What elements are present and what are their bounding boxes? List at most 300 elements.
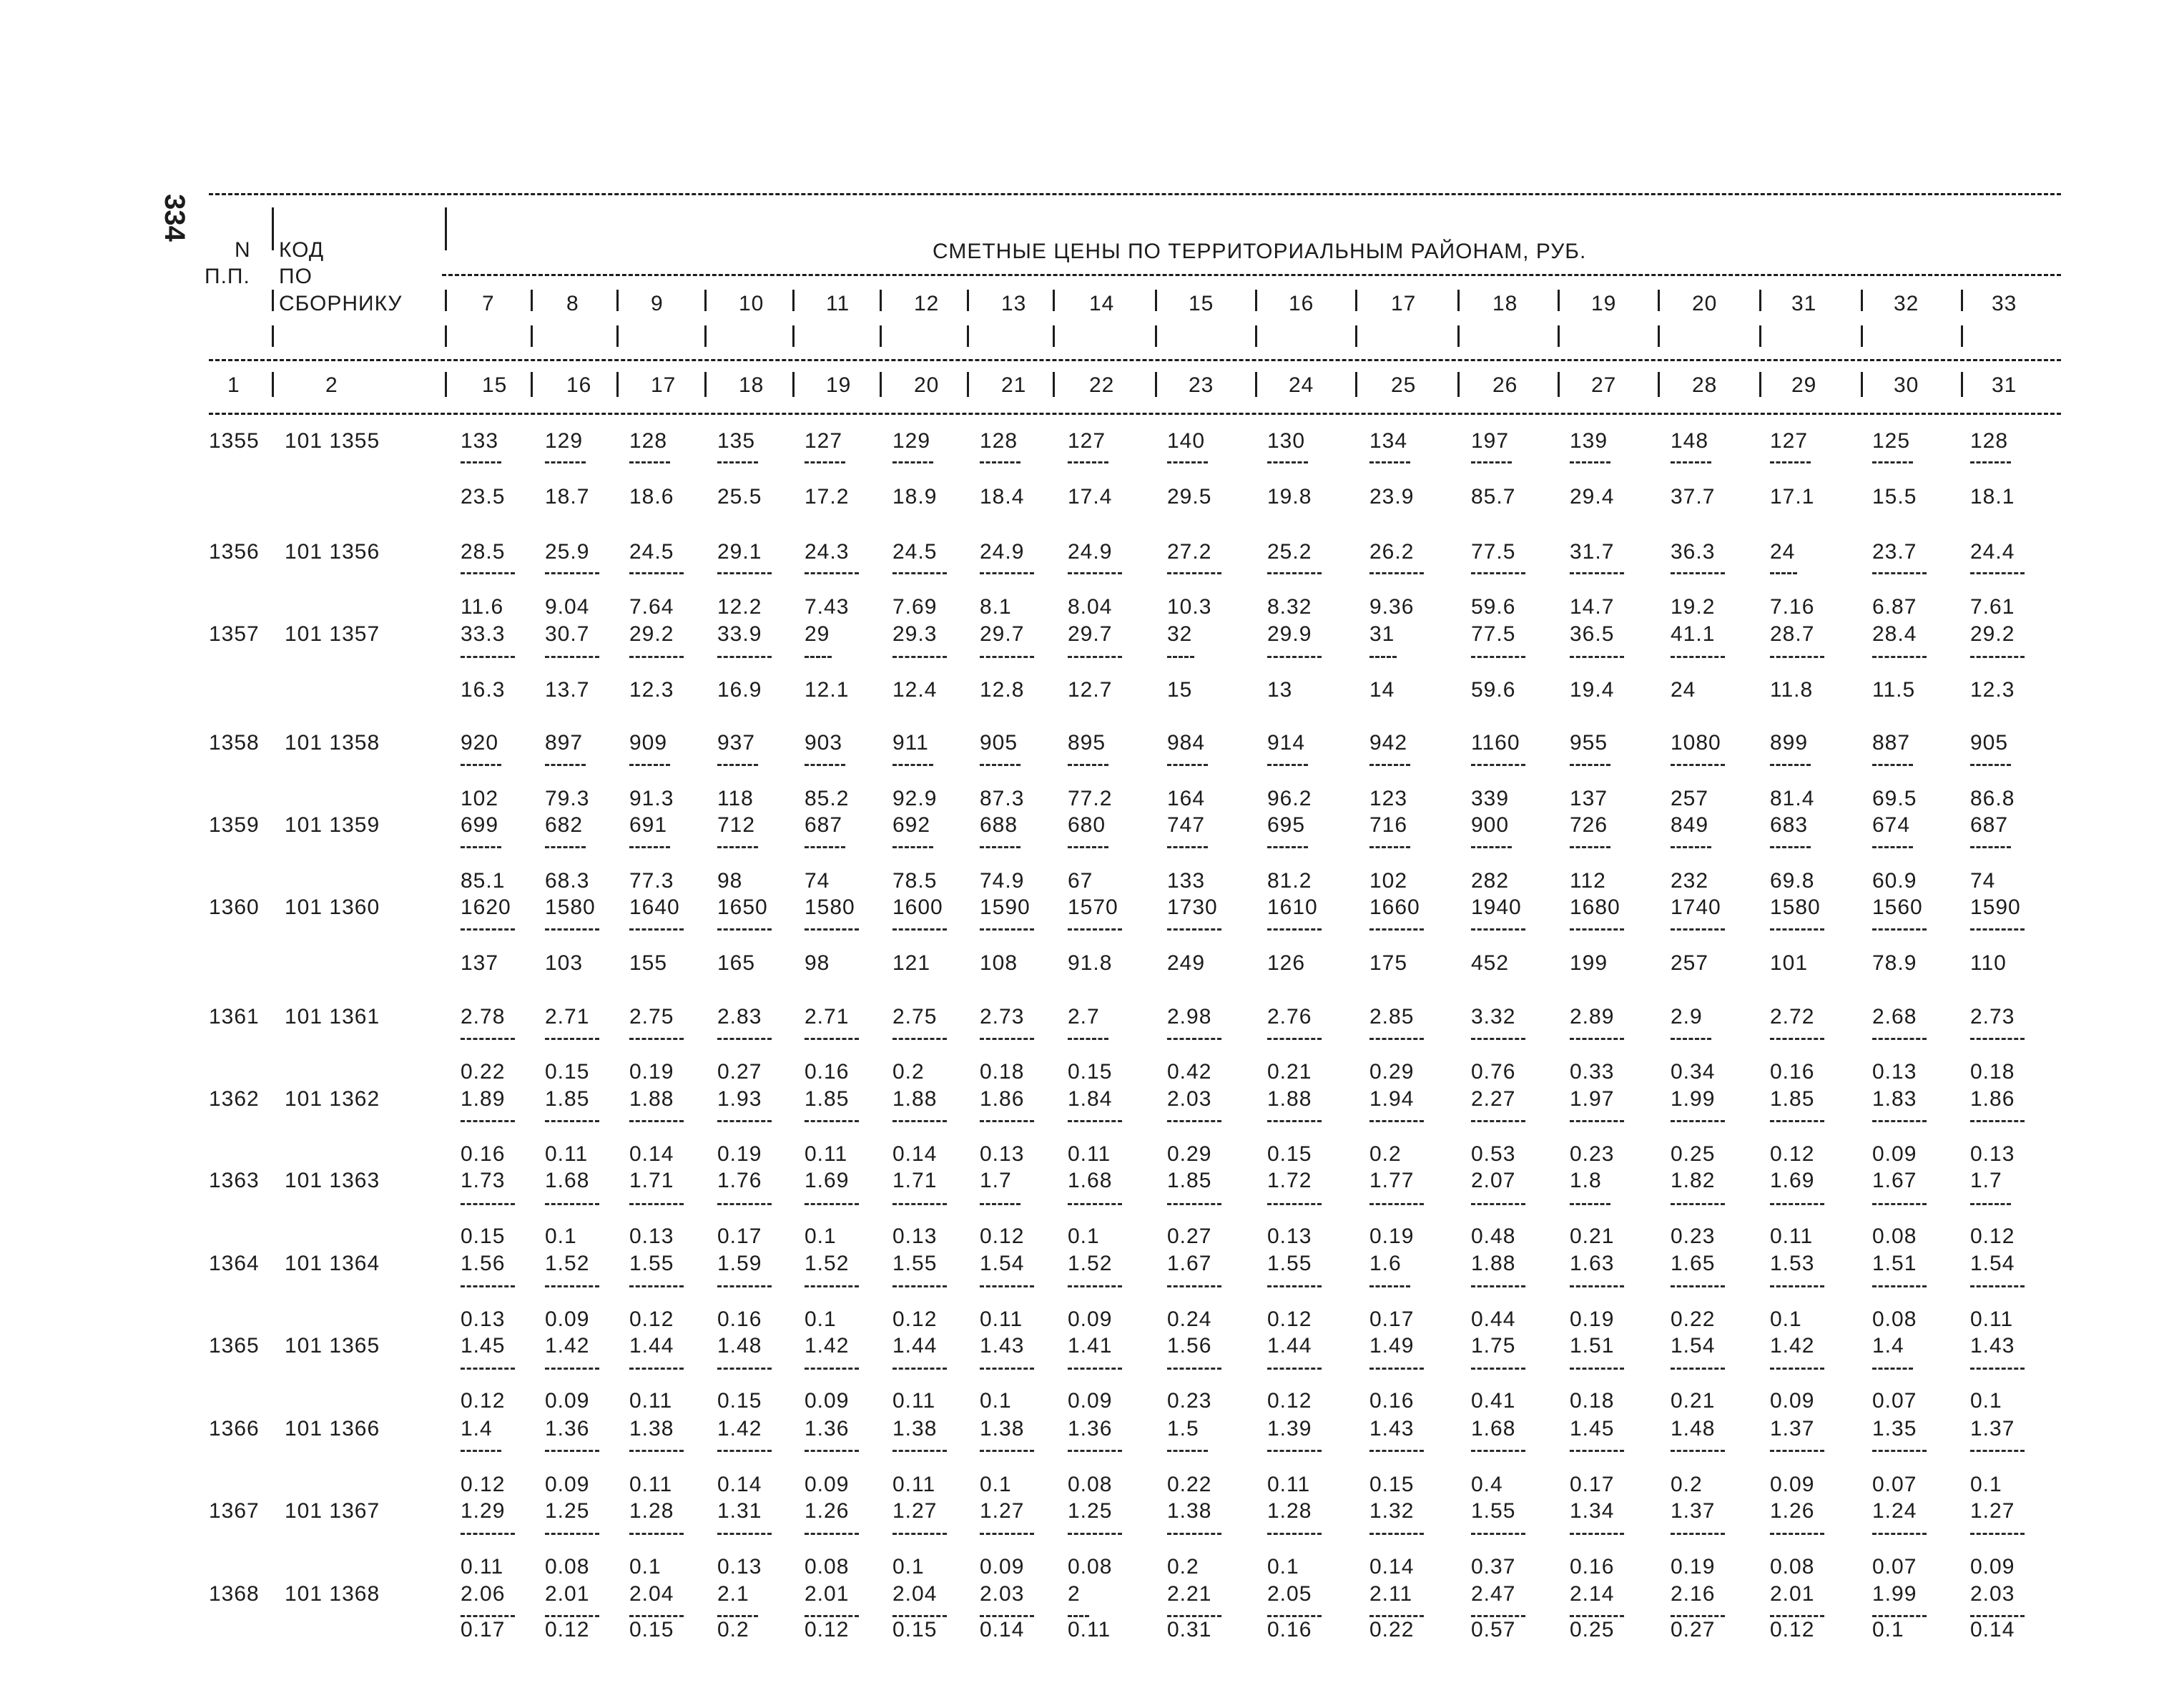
price-value-bottom: 85.7: [1471, 485, 1516, 509]
fraction-rule: [892, 846, 933, 848]
price-value-bottom: 232: [1671, 869, 1709, 893]
price-value-bottom: 249: [1167, 951, 1206, 975]
price-value-top: 1.24: [1872, 1499, 1917, 1523]
colnum-label: 17: [651, 373, 677, 397]
fraction-rule: [805, 928, 859, 931]
fraction-rule: [1872, 1533, 1927, 1535]
price-value-bottom: 0.23: [1671, 1224, 1716, 1248]
price-value-bottom: 7.69: [892, 595, 938, 619]
table-top-rule: [209, 193, 2061, 195]
row-code: 101 1367: [285, 1499, 380, 1523]
price-value-top: 77.5: [1471, 622, 1516, 646]
price-value-bottom: 0.07: [1872, 1473, 1917, 1496]
price-value-bottom: 0.08: [1770, 1555, 1815, 1579]
fraction-rule: [545, 656, 599, 658]
price-value-top: 2: [1068, 1582, 1081, 1606]
price-value-bottom: 23.5: [461, 485, 506, 509]
row-code: 101 1366: [285, 1417, 380, 1440]
price-value-top: 1.49: [1369, 1334, 1415, 1358]
price-value-top: 1.94: [1369, 1087, 1415, 1111]
price-value-top: 1940: [1471, 895, 1522, 919]
fraction-rule: [1068, 461, 1108, 463]
price-value-top: 1.68: [545, 1169, 590, 1192]
price-value-bottom: 0.09: [1068, 1389, 1113, 1413]
region-header: 8: [566, 292, 579, 315]
price-value-top: 2.04: [629, 1582, 674, 1606]
price-value-bottom: 0.1: [1770, 1307, 1802, 1331]
fraction-rule: [1970, 1285, 2025, 1287]
price-value-bottom: 16.9: [717, 678, 762, 702]
fraction-rule: [545, 1368, 599, 1370]
fraction-rule: [717, 1285, 772, 1287]
fraction-rule: [1471, 1285, 1525, 1287]
price-value-bottom: 452: [1471, 951, 1510, 975]
header-title: СМЕТНЫЕ ЦЕНЫ ПО ТЕРРИТОРИАЛЬНЫМ РАЙОНАМ, РУБ.: [933, 240, 1587, 263]
fraction-rule: [1068, 1450, 1122, 1452]
fraction-rule: [892, 572, 947, 574]
fraction-rule: [461, 928, 515, 931]
fraction-rule: [892, 656, 947, 658]
price-value-bottom: 0.12: [805, 1618, 850, 1641]
price-value-top: 28.7: [1770, 622, 1815, 646]
fraction-rule: [1167, 1368, 1221, 1370]
fraction-rule: [1970, 846, 2011, 848]
price-value-bottom: 0.19: [629, 1060, 674, 1084]
price-value-bottom: 121: [892, 951, 931, 975]
fraction-rule: [1471, 1615, 1525, 1617]
price-value-bottom: 0.13: [461, 1307, 506, 1331]
region-header: 14: [1089, 292, 1115, 315]
fraction-rule: [545, 1533, 599, 1535]
fraction-rule: [892, 461, 933, 463]
price-value-bottom: 0.14: [717, 1473, 762, 1496]
price-value-top: 1.63: [1570, 1252, 1615, 1275]
price-value-top: 77.5: [1471, 540, 1516, 564]
price-value-top: 125: [1872, 429, 1911, 453]
price-value-top: 133: [461, 429, 499, 453]
fraction-rule: [1068, 1615, 1089, 1617]
price-value-bottom: 0.21: [1671, 1389, 1716, 1413]
fraction-rule: [717, 1450, 772, 1452]
price-value-bottom: 92.9: [892, 787, 938, 810]
price-value-top: 920: [461, 731, 499, 755]
price-value-bottom: 7.61: [1970, 595, 2015, 619]
fraction-rule: [1671, 764, 1725, 766]
price-value-top: 2.71: [545, 1005, 590, 1029]
price-value-bottom: 14: [1369, 678, 1395, 702]
price-value-bottom: 0.11: [1770, 1224, 1814, 1248]
fraction-rule: [629, 928, 684, 931]
price-value-bottom: 0.18: [1970, 1060, 2015, 1084]
price-value-top: 1680: [1570, 895, 1620, 919]
header-vbar: [531, 290, 533, 311]
price-value-top: 2.9: [1671, 1005, 1703, 1029]
price-value-top: 1.35: [1872, 1417, 1917, 1440]
price-value-bottom: 9.36: [1369, 595, 1415, 619]
region-header: 11: [826, 292, 850, 315]
fraction-rule: [1970, 1368, 2025, 1370]
fraction-rule: [1167, 1285, 1221, 1287]
price-value-bottom: 0.12: [629, 1307, 674, 1331]
fraction-rule: [805, 656, 832, 658]
row-number: 1361: [209, 1005, 260, 1029]
header-vbar: [1255, 325, 1257, 347]
fraction-rule: [545, 1038, 599, 1040]
fraction-rule: [1770, 656, 1824, 658]
page-number: 334: [158, 194, 190, 242]
price-value-top: 688: [980, 813, 1018, 837]
price-value-top: 3.32: [1471, 1005, 1516, 1029]
fraction-rule: [892, 1533, 947, 1535]
price-value-bottom: 0.09: [1770, 1473, 1815, 1496]
price-value-top: 1.25: [545, 1499, 590, 1523]
fraction-rule: [1267, 846, 1308, 848]
fraction-rule: [1471, 1038, 1525, 1040]
fraction-rule: [980, 461, 1020, 463]
fraction-rule: [629, 1038, 684, 1040]
price-value-top: 1.55: [629, 1252, 674, 1275]
fraction-rule: [1970, 1533, 2025, 1535]
price-value-bottom: 0.12: [461, 1389, 506, 1413]
price-value-bottom: 12.3: [629, 678, 674, 702]
price-value-top: 1.51: [1872, 1252, 1917, 1275]
price-value-top: 2.78: [461, 1005, 506, 1029]
header-vbar: [1457, 290, 1460, 311]
header-vbar: [1861, 372, 1863, 397]
header-vbar: [1255, 372, 1257, 397]
fraction-rule: [892, 1450, 947, 1452]
fraction-rule: [1167, 656, 1194, 658]
price-value-top: 1.29: [461, 1499, 506, 1523]
price-value-top: 682: [545, 813, 584, 837]
price-value-top: 1.36: [1068, 1417, 1113, 1440]
price-value-top: 1.67: [1167, 1252, 1212, 1275]
price-value-bottom: 0.15: [461, 1224, 506, 1248]
fraction-rule: [629, 1533, 684, 1535]
fraction-rule: [629, 1368, 684, 1370]
price-value-top: 695: [1267, 813, 1306, 837]
price-value-top: 33.9: [717, 622, 762, 646]
price-value-top: 1560: [1872, 895, 1923, 919]
fraction-rule: [1167, 1533, 1221, 1535]
fraction-rule: [545, 1285, 599, 1287]
fraction-rule: [892, 1120, 947, 1122]
price-value-top: 747: [1167, 813, 1206, 837]
price-value-top: 1.38: [629, 1417, 674, 1440]
fraction-rule: [1267, 1368, 1322, 1370]
row-code: 101 1356: [285, 540, 380, 564]
price-value-top: 905: [980, 731, 1018, 755]
fraction-rule: [1167, 1615, 1221, 1617]
price-value-top: 1.82: [1671, 1169, 1716, 1192]
price-value-top: 29.2: [629, 622, 674, 646]
fraction-rule: [1369, 846, 1410, 848]
price-value-top: 1160: [1471, 731, 1520, 755]
price-value-top: 1.34: [1570, 1499, 1615, 1523]
price-value-bottom: 78.5: [892, 869, 938, 893]
price-value-top: 716: [1369, 813, 1408, 837]
header-vbar: [1961, 290, 1963, 311]
price-value-top: 1.27: [1970, 1499, 2015, 1523]
fraction-rule: [1570, 1450, 1624, 1452]
price-value-top: 1.42: [805, 1334, 850, 1358]
price-value-bottom: 12.1: [805, 678, 850, 702]
header-vbar: [1355, 372, 1357, 397]
price-value-bottom: 0.11: [980, 1307, 1023, 1331]
fraction-rule: [717, 846, 758, 848]
header-vbar: [616, 290, 619, 311]
price-value-bottom: 25.5: [717, 485, 762, 509]
fraction-rule: [1970, 1203, 2011, 1205]
price-value-top: 903: [805, 731, 843, 755]
price-value-top: 148: [1671, 429, 1709, 453]
price-value-top: 1.93: [717, 1087, 762, 1111]
price-value-top: 1.69: [805, 1169, 850, 1192]
price-value-top: 2.85: [1369, 1005, 1415, 1029]
fraction-rule: [717, 572, 772, 574]
fraction-rule: [1671, 1533, 1725, 1535]
fraction-rule: [1369, 1203, 1424, 1205]
colnum-label: 16: [566, 373, 592, 397]
colnum-label: 27: [1591, 373, 1617, 397]
header-vbar: [272, 372, 274, 397]
fraction-rule: [1167, 1203, 1221, 1205]
price-value-bottom: 257: [1671, 951, 1709, 975]
price-value-bottom: 0.12: [980, 1224, 1025, 1248]
fraction-rule: [1471, 656, 1525, 658]
price-value-bottom: 0.15: [717, 1389, 762, 1413]
price-value-bottom: 14.7: [1570, 595, 1615, 619]
header-vbar: [1355, 325, 1357, 347]
price-value-bottom: 7.43: [805, 595, 850, 619]
fraction-rule: [1471, 1203, 1525, 1205]
price-value-bottom: 12.3: [1970, 678, 2015, 702]
fraction-rule: [1471, 1120, 1525, 1122]
price-value-top: 887: [1872, 731, 1911, 755]
header-vbar: [616, 372, 619, 397]
price-value-bottom: 11.6: [461, 595, 504, 619]
header-vbar: [531, 372, 533, 397]
fraction-rule: [980, 764, 1020, 766]
fraction-rule: [1671, 1120, 1725, 1122]
price-value-bottom: 0.17: [1570, 1473, 1615, 1496]
fraction-rule: [805, 1368, 859, 1370]
price-value-top: 24.3: [805, 540, 850, 564]
price-value-bottom: 133: [1167, 869, 1206, 893]
fraction-rule: [1970, 656, 2025, 658]
price-value-bottom: 81.2: [1267, 869, 1312, 893]
header-vbar: [1658, 290, 1660, 311]
fraction-rule: [1267, 1285, 1322, 1287]
price-value-bottom: 0.14: [1970, 1618, 2015, 1641]
price-value-bottom: 199: [1570, 951, 1608, 975]
price-value-top: 1.99: [1872, 1582, 1917, 1606]
price-value-top: 937: [717, 731, 756, 755]
price-value-bottom: 0.14: [980, 1618, 1025, 1641]
price-value-bottom: 18.6: [629, 485, 674, 509]
fraction-rule: [629, 461, 670, 463]
fraction-rule: [717, 1203, 772, 1205]
price-value-top: 2.73: [980, 1005, 1025, 1029]
price-value-bottom: 0.22: [1671, 1307, 1716, 1331]
row-number: 1356: [209, 540, 260, 564]
price-value-bottom: 137: [1570, 787, 1608, 810]
price-value-bottom: 12.2: [717, 595, 762, 619]
price-value-top: 1580: [545, 895, 596, 919]
price-value-top: 914: [1267, 731, 1306, 755]
fraction-rule: [461, 1038, 515, 1040]
fraction-rule: [1671, 1450, 1725, 1452]
price-value-bottom: 118: [717, 787, 754, 810]
header-vbar: [1053, 325, 1055, 347]
fraction-rule: [1770, 1533, 1824, 1535]
price-value-top: 1.68: [1471, 1417, 1516, 1440]
price-value-bottom: 0.18: [1570, 1389, 1615, 1413]
fraction-rule: [1068, 928, 1122, 931]
price-value-bottom: 0.11: [1970, 1307, 2014, 1331]
fraction-rule: [1671, 461, 1711, 463]
header-vbar: [1155, 325, 1157, 347]
colnum-second: 2: [325, 373, 338, 397]
price-value-bottom: 98: [805, 951, 830, 975]
price-value-bottom: 0.24: [1167, 1307, 1212, 1331]
price-value-bottom: 0.2: [892, 1060, 925, 1084]
price-value-bottom: 0.09: [805, 1473, 850, 1496]
header-bottom-rule: [209, 413, 2061, 415]
price-value-bottom: 0.11: [545, 1142, 589, 1166]
fraction-rule: [629, 1285, 684, 1287]
price-value-bottom: 0.1: [805, 1224, 837, 1248]
price-value-bottom: 85.1: [461, 869, 506, 893]
price-value-top: 1.97: [1570, 1087, 1615, 1111]
fraction-rule: [805, 1038, 859, 1040]
fraction-rule: [1068, 1285, 1122, 1287]
fraction-rule: [1570, 928, 1624, 931]
price-value-bottom: 0.37: [1471, 1555, 1516, 1579]
price-value-bottom: 74.9: [980, 869, 1025, 893]
region-header: 33: [1992, 292, 2017, 315]
price-value-top: 1660: [1369, 895, 1420, 919]
price-value-bottom: 112: [1570, 869, 1606, 893]
price-value-top: 687: [1970, 813, 2009, 837]
price-value-top: 911: [892, 731, 929, 755]
price-value-top: 24.9: [1068, 540, 1113, 564]
fraction-rule: [717, 1368, 772, 1370]
price-value-top: 1.28: [629, 1499, 674, 1523]
fraction-rule: [1970, 461, 2011, 463]
price-value-bottom: 0.11: [1068, 1618, 1111, 1641]
price-value-top: 2.71: [805, 1005, 850, 1029]
price-value-top: 955: [1570, 731, 1608, 755]
fraction-rule: [1267, 1533, 1322, 1535]
fraction-rule: [1369, 461, 1410, 463]
price-value-top: 1.48: [1671, 1417, 1716, 1440]
fraction-rule: [805, 846, 845, 848]
price-value-bottom: 77.2: [1068, 787, 1113, 810]
price-value-top: 1.71: [892, 1169, 938, 1192]
price-value-bottom: 8.04: [1068, 595, 1113, 619]
row-number: 1363: [209, 1169, 260, 1192]
fraction-rule: [545, 572, 599, 574]
price-value-top: 25.2: [1267, 540, 1312, 564]
price-value-top: 683: [1770, 813, 1809, 837]
price-value-bottom: 103: [545, 951, 584, 975]
fraction-rule: [717, 1533, 772, 1535]
price-value-bottom: 7.64: [629, 595, 674, 619]
fraction-rule: [545, 461, 586, 463]
fraction-rule: [1872, 572, 1927, 574]
fraction-rule: [629, 572, 684, 574]
fraction-rule: [1970, 1615, 2025, 1617]
price-value-top: 2.7: [1068, 1005, 1100, 1029]
fraction-rule: [545, 1203, 599, 1205]
price-value-bottom: 123: [1369, 787, 1408, 810]
price-value-bottom: 13.7: [545, 678, 590, 702]
price-value-bottom: 0.09: [545, 1307, 590, 1331]
price-value-top: 2.72: [1770, 1005, 1815, 1029]
fraction-rule: [717, 461, 758, 463]
colnum-label: 29: [1791, 373, 1817, 397]
price-value-top: 1.41: [1068, 1334, 1113, 1358]
price-value-top: 905: [1970, 731, 2009, 755]
price-value-top: 1.59: [717, 1252, 762, 1275]
fraction-rule: [1068, 846, 1108, 848]
price-value-bottom: 0.27: [1167, 1224, 1212, 1248]
colnum-top-rule: [209, 359, 2061, 361]
fraction-rule: [1872, 1203, 1927, 1205]
row-code: 101 1361: [285, 1005, 380, 1029]
price-value-bottom: 69.8: [1770, 869, 1815, 893]
price-value-bottom: 37.7: [1671, 485, 1716, 509]
fraction-rule: [717, 1615, 758, 1617]
price-value-bottom: 29.4: [1570, 485, 1615, 509]
price-value-top: 1.86: [1970, 1087, 2015, 1111]
fraction-rule: [1570, 1533, 1624, 1535]
price-value-top: 36.5: [1570, 622, 1615, 646]
fraction-rule: [1068, 1038, 1108, 1040]
price-value-bottom: 0.08: [1068, 1555, 1113, 1579]
price-value-top: 2.06: [461, 1582, 506, 1606]
header-vbar: [880, 372, 882, 397]
price-value-top: 1.7: [980, 1169, 1012, 1192]
row-code: 101 1364: [285, 1252, 380, 1275]
price-value-bottom: 9.04: [545, 595, 590, 619]
price-value-top: 24.9: [980, 540, 1025, 564]
price-value-bottom: 0.13: [1970, 1142, 2015, 1166]
price-value-top: 1610: [1267, 895, 1318, 919]
price-value-bottom: 0.1: [1267, 1555, 1299, 1579]
fraction-rule: [1068, 572, 1122, 574]
fraction-rule: [1068, 1203, 1122, 1205]
fraction-rule: [805, 1120, 859, 1122]
price-value-top: 1.44: [629, 1334, 674, 1358]
price-value-top: 26.2: [1369, 540, 1415, 564]
fraction-rule: [805, 572, 859, 574]
price-value-top: 2.14: [1570, 1582, 1615, 1606]
price-value-top: 1600: [892, 895, 943, 919]
price-value-top: 1.56: [461, 1252, 506, 1275]
price-value-top: 1.54: [1970, 1252, 2015, 1275]
price-value-top: 1.52: [1068, 1252, 1113, 1275]
price-value-top: 127: [1068, 429, 1106, 453]
fraction-rule: [1671, 1038, 1711, 1040]
price-value-top: 1.26: [805, 1499, 850, 1523]
price-value-bottom: 0.17: [717, 1224, 762, 1248]
fraction-rule: [805, 461, 845, 463]
price-value-bottom: 339: [1471, 787, 1510, 810]
header-n: N: [235, 238, 251, 262]
fraction-rule: [717, 1120, 772, 1122]
